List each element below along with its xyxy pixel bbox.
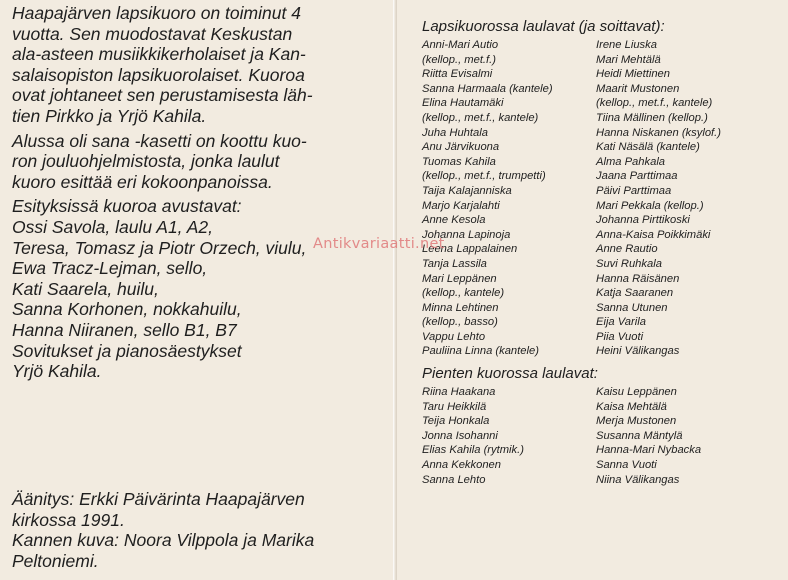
member-name: Anne Kesola <box>422 214 486 227</box>
choir-heading: Lapsikuorossa laulavat (ja soittavat): <box>422 18 665 35</box>
text-line: ovat johtaneet sen perustamisesta läh- <box>12 85 313 106</box>
member-name: Riitta Evisalmi <box>422 68 493 81</box>
member-name: Tiina Mällinen (kellop.) <box>596 111 708 124</box>
member-name: Mari Mehtälä <box>596 53 661 66</box>
text-line: Teresa, Tomasz ja Piotr Orzech, viulu, <box>12 237 307 258</box>
text-line: Esityksissä kuoroa avustavat: <box>12 196 242 217</box>
member-name: Sanna Vuoti <box>596 459 657 472</box>
left-panel <box>12 3 382 571</box>
member-name: Elias Kahila (rytmik.) <box>422 444 524 457</box>
member-name: Susanna Mäntylä <box>596 429 683 442</box>
small-choir-heading: Pienten kuorossa laulavat: <box>422 365 598 383</box>
member-name: Leena Lappalainen <box>422 243 518 256</box>
member-name: Kaisa Mehtälä <box>596 400 667 413</box>
text-line: Haapajärven lapsikuoro on toiminut 4 <box>12 3 301 23</box>
text-line: tien Pirkko ja Yrjö Kahila. <box>12 105 207 126</box>
text-line: Hanna Niiranen, sello B1, B7 <box>12 319 237 340</box>
member-name: Suvi Ruhkala <box>596 257 662 270</box>
member-name: Juha Huhtala <box>422 126 488 139</box>
member-name: Jaana Parttimaa <box>596 170 678 183</box>
text-line: salaisopiston lapsikuorolaiset. Kuoroa <box>12 64 305 85</box>
member-name: Mari Pekkala (kellop.) <box>596 199 704 212</box>
text-line: Kati Saarela, huilu, <box>12 278 159 299</box>
member-name: Anna-Kaisa Poikkimäki <box>596 228 711 241</box>
text-line: Sovitukset ja pianosäestykset <box>12 340 242 361</box>
text-line: Peltoniemi. <box>12 550 99 571</box>
member-name: Jonna Isohanni <box>422 429 498 442</box>
text-line: ron jouluohjelmistosta, jonka laulut <box>12 151 280 172</box>
member-name: Elina Hautamäki <box>422 97 504 110</box>
member-name: (kellop., met.f., kantele) <box>596 97 713 110</box>
member-name: Anu Järvikuona <box>422 141 500 154</box>
text-line: Ossi Savola, laulu A1, A2, <box>12 216 214 237</box>
member-name: Hanna Niskanen (ksylof.) <box>596 126 721 139</box>
text-line: Alussa oli sana -kasetti on koottu kuo- <box>12 130 307 151</box>
intro-paragraph <box>12 3 382 127</box>
text-line: kirkossa 1991. <box>12 509 125 530</box>
member-name: Maarit Mustonen <box>596 82 680 95</box>
member-name: (kellop., met.f., trumpetti) <box>422 170 546 183</box>
member-name: Teija Honkala <box>422 415 490 428</box>
right-panel <box>422 18 782 487</box>
member-name: Hanna Räisänen <box>596 272 680 285</box>
member-name: Päivi Parttimaa <box>596 184 672 197</box>
member-name: Sanna Harmaala (kantele) <box>422 82 553 95</box>
cassette-paragraph <box>12 131 382 193</box>
member-name: Marjo Karjalahti <box>422 199 500 212</box>
member-name: Sanna Lehto <box>422 473 486 486</box>
text-line: Sanna Korhonen, nokkahuilu, <box>12 299 242 320</box>
member-name: Irene Liuska <box>596 39 657 51</box>
member-name: Pauliina Linna (kantele) <box>422 345 539 358</box>
member-name: Heini Välikangas <box>596 345 680 358</box>
member-name: Tanja Lassila <box>422 257 487 270</box>
text-line: Kannen kuva: Noora Vilppola ja Marika <box>12 530 315 551</box>
assisting-musicians <box>12 196 382 381</box>
member-name: Taru Heikkilä <box>422 400 487 413</box>
member-name: Anna Kekkonen <box>422 459 501 472</box>
text-line: Ewa Tracz-Lejman, sello, <box>12 258 208 279</box>
member-name: Sanna Utunen <box>596 301 668 314</box>
member-name: Niina Välikangas <box>596 473 680 486</box>
member-name: (kellop., met.f., kantele) <box>422 111 539 124</box>
text-line: ala-asteen musiikkikerholaiset ja Kan- <box>12 44 306 65</box>
member-name: (kellop., kantele) <box>422 287 505 300</box>
member-name: Mari Leppänen <box>422 272 497 285</box>
member-name: Katja Saaranen <box>596 287 674 300</box>
member-name: Tuomas Kahila <box>422 155 496 168</box>
member-name: Piia Vuoti <box>596 330 644 343</box>
member-name: Taija Kalajanniska <box>422 184 512 197</box>
member-name: (kellop., met.f.) <box>422 53 496 66</box>
member-name: Vappu Lehto <box>422 330 486 343</box>
member-name: Anne Rautio <box>596 243 658 256</box>
choir-members-list <box>422 38 782 359</box>
member-name: Johanna Lapinoja <box>422 228 511 241</box>
text-line: vuotta. Sen muodostavat Keskustan <box>12 23 293 44</box>
text-line: Yrjö Kahila. <box>12 361 102 382</box>
member-name: Johanna Pirttikoski <box>596 214 690 227</box>
booklet-fold <box>393 0 397 580</box>
watermark: Antikvariaatti.net <box>313 236 445 252</box>
member-name: Heidi Miettinen <box>596 68 670 81</box>
member-name: Kaisu Leppänen <box>596 386 677 399</box>
member-name: Eija Varila <box>596 316 646 329</box>
recording-credits <box>12 489 382 571</box>
member-name: Riina Haakana <box>422 386 496 399</box>
member-name: Minna Lehtinen <box>422 301 499 314</box>
member-name: Hanna-Mari Nybacka <box>596 444 702 457</box>
text-line: kuoro esittää eri kokoonpanoissa. <box>12 171 273 192</box>
member-name: Kati Näsälä (kantele) <box>596 141 700 154</box>
member-name: Alma Pahkala <box>596 155 666 168</box>
member-name: Merja Mustonen <box>596 415 677 428</box>
small-choir-members-list <box>422 385 782 487</box>
text-line: Äänitys: Erkki Päivärinta Haapajärven <box>12 489 305 509</box>
member-name: (kellop., basso) <box>422 316 498 329</box>
member-name: Anni-Mari Autio <box>422 39 499 51</box>
